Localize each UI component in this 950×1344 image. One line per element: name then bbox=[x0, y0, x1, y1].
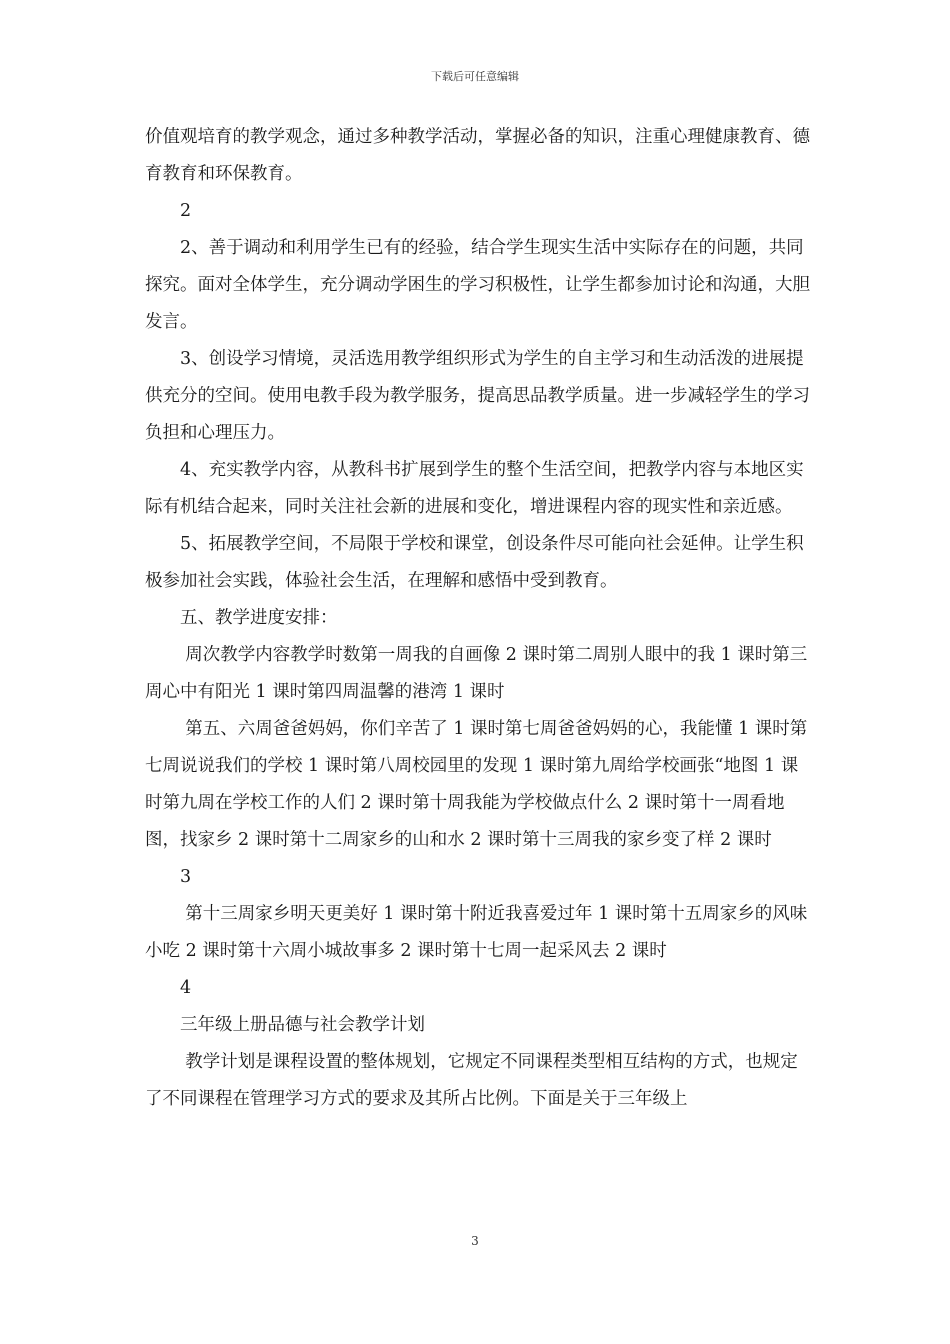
paragraph-schedule-weeks-13-17: 第十三周家乡明天更美好 1 课时第十附近我喜爱过年 1 课时第十五周家乡的风味小吃 2 课时第十六周小城故事多 2 课时第十七周一起采风去 2 课时 bbox=[145, 904, 808, 961]
paragraph-schedule-weeks-5-13: 第五、六周爸爸妈妈，你们辛苦了 1 课时第七周爸爸妈妈的心，我能懂 1 课时第七周说说我们的学校 1 课时第八周校园里的发现 1 课时第九周给学校画张“地图 1 课时第九周在学校工作的人们 2 课时第十周我能为学校做点什么 2 课时第十一周看地图，找家乡 2 课时第十二周家乡的山和水 2 课时第十三周我的家乡变了样 2 课时 bbox=[145, 719, 808, 850]
section-heading-schedule: 五、教学进度安排： bbox=[180, 608, 338, 628]
document-body bbox=[145, 119, 810, 1118]
page-header: 下载后可任意编辑 bbox=[431, 70, 519, 83]
section-marker-4: 4 bbox=[180, 978, 192, 998]
paragraph-item-2: 2、善于调动和利用学生已有的经验，结合学生现实生活中实际存在的问题，共同探究。面对全体学生，充分调动学困生的学习积极性，让学生都参加讨论和沟通，大胆发言。 bbox=[145, 238, 810, 332]
page-number: 3 bbox=[471, 1234, 479, 1248]
paragraph-item-4: 4、充实教学内容，从教科书扩展到学生的整个生活空间，把教学内容与本地区实际有机结合起来，同时关注社会新的进展和变化，增进课程内容的现实性和亲近感。 bbox=[145, 460, 804, 517]
section-marker-3: 3 bbox=[180, 867, 192, 887]
document-subtitle: 三年级上册品德与社会教学计划 bbox=[180, 1015, 425, 1035]
paragraph-teaching-plan-intro: 教学计划是课程设置的整体规划，它规定不同课程类型相互结构的方式，也规定了不同课程在管理学习方式的要求及其所占比例。下面是关于三年级上 bbox=[145, 1052, 798, 1109]
paragraph-schedule-weeks-1-4: 周次教学内容教学时数第一周我的自画像 2 课时第二周别人眼中的我 1 课时第三周心中有阳光 1 课时第四周温馨的港湾 1 课时 bbox=[145, 645, 808, 702]
paragraph-item-3: 3、创设学习情境，灵活选用教学组织形式为学生的自主学习和生动活泼的进展提供充分的空间。使用电教手段为教学服务，提高思品教学质量。进一步减轻学生的学习负担和心理压力。 bbox=[145, 349, 810, 443]
section-marker-2: 2 bbox=[180, 201, 192, 221]
paragraph-item-5: 5、拓展教学空间，不局限于学校和课堂，创设条件尽可能向社会延伸。让学生积极参加社会实践，体验社会生活，在理解和感悟中受到教育。 bbox=[145, 534, 804, 591]
paragraph-values-education: 价值观培育的教学观念，通过多种教学活动，掌握必备的知识，注重心理健康教育、德育教育和环保教育。 bbox=[145, 127, 810, 184]
